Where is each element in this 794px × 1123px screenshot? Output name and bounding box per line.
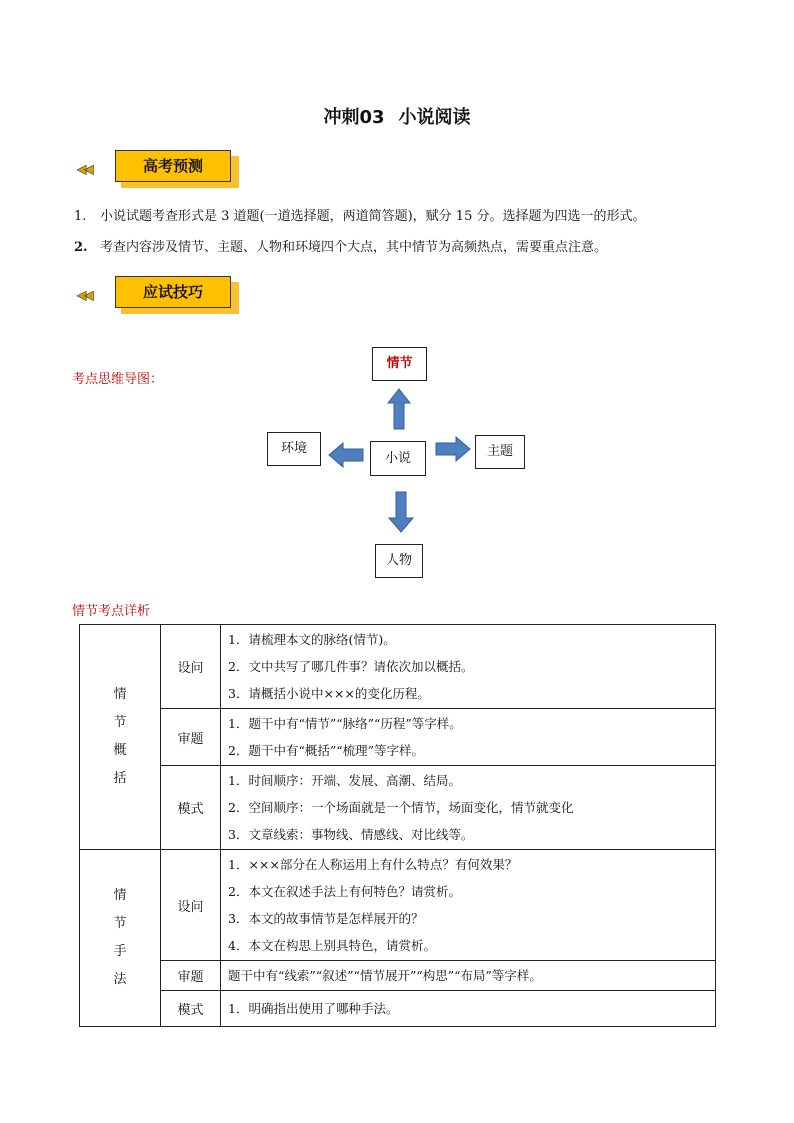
content-cell: 1．×××部分在人称运用上有什么特点？有何效果？ 2．本文在叙述手法上有何特色？请赏析。 3．本文的故事情节是怎样展开的？ 4．本文在构思上别具特色，请赏析。 xyxy=(221,850,716,961)
content-cell: 1．明确指出使用了哪种手法。 xyxy=(221,991,716,1027)
arrow-down-icon xyxy=(388,491,414,533)
arrow-right-icon xyxy=(435,436,471,462)
category-cell: 情 节 概 括 xyxy=(80,625,161,850)
mindmap-node-left: 环境 xyxy=(267,432,321,466)
content-cell: 1．请梳理本文的脉络(情节)。 2．文中共写了哪几件事？请依次加以概括。 3．请概括小说中×××的变化历程。 xyxy=(221,625,716,709)
title-part1: 冲刺03 xyxy=(323,107,385,128)
table-row xyxy=(80,709,716,766)
double-arrow-left-icon: ◀◀ xyxy=(77,288,92,302)
forecast-item-2 xyxy=(74,238,607,258)
item-number: 1. xyxy=(74,209,87,224)
table-label: 情节考点详析 xyxy=(72,604,151,619)
content-cell: 1．时间顺序：开端、发展、高潮、结局。 2．空间顺序：一个场面就是一个情节，场面变化，情节就变化 3．文章线索：事物线、情感线、对比线等。 xyxy=(221,766,716,850)
arrow-left-icon xyxy=(328,442,364,468)
subcategory-cell: 审题 xyxy=(161,709,221,766)
mindmap-node-right: 主题 xyxy=(475,435,525,469)
section-badge-forecast: 高考预测 xyxy=(115,150,231,182)
item-text: 考查内容涉及情节、主题、人物和环境四个大点，其中情节为高频热点，需要重点注意。 xyxy=(100,240,608,255)
table-row xyxy=(80,991,716,1027)
section-badge-tips: 应试技巧 xyxy=(115,276,231,308)
subcategory-cell: 审题 xyxy=(161,961,221,991)
double-arrow-left-icon: ◀◀ xyxy=(77,162,92,176)
content-cell: 1．题干中有“情节”“脉络”“历程”等字样。 2．题干中有“概括”“梳理”等字样。 xyxy=(221,709,716,766)
section-header-forecast xyxy=(77,150,247,190)
mindmap-node-center: 小说 xyxy=(370,441,426,476)
content-cell: 题干中有“线索”“叙述”“情节展开”“构思”“布局”等字样。 xyxy=(221,961,716,991)
table-row xyxy=(80,766,716,850)
mindmap-node-bottom: 人物 xyxy=(375,544,423,578)
item-text: 小说试题考查形式是 3 道题(一道选择题，两道简答题)，赋分 15 分。选择题为四选一的形式。 xyxy=(100,209,646,224)
table-row xyxy=(80,961,716,991)
arrow-up-icon xyxy=(387,388,411,430)
subcategory-cell: 设问 xyxy=(161,850,221,961)
mindmap-label: 考点思维导图： xyxy=(72,372,164,387)
mindmap-node-top: 情节 xyxy=(372,347,427,381)
detail-table xyxy=(79,624,716,1027)
page-title xyxy=(0,103,794,129)
subcategory-cell: 模式 xyxy=(161,991,221,1027)
table-row xyxy=(80,850,716,961)
item-number: 2. xyxy=(74,240,88,255)
table-row xyxy=(80,625,716,709)
forecast-item-1 xyxy=(74,207,646,227)
title-part2: 小说阅读 xyxy=(398,107,471,128)
category-cell: 情 节 手 法 xyxy=(80,850,161,1027)
subcategory-cell: 设问 xyxy=(161,625,221,709)
subcategory-cell: 模式 xyxy=(161,766,221,850)
section-header-tips xyxy=(77,276,247,316)
